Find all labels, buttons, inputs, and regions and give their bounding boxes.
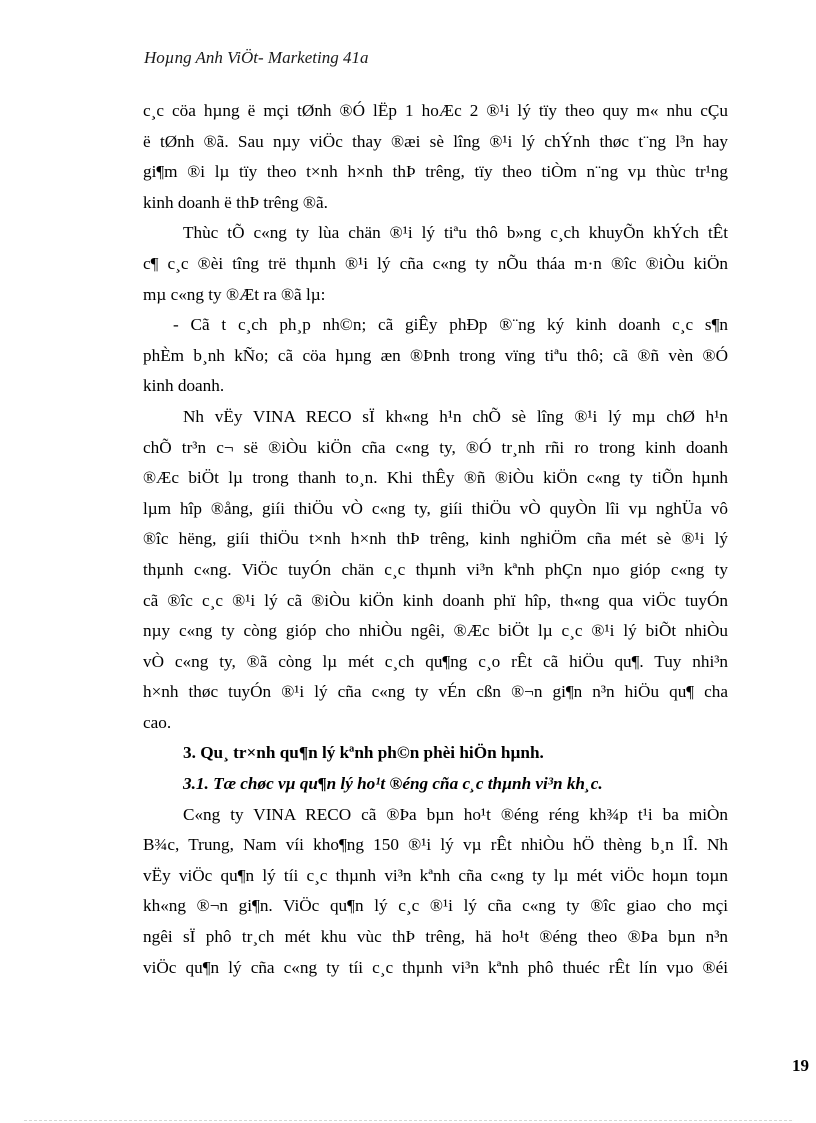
text-line: ®Æc biÖt lµ trong thanh to¸n. Khi thÊy ®ñ ®iÒu kiÖn c«ng ty tiÕn hµnh — [143, 468, 728, 488]
text-line: phÈm b¸nh kÑo; cã cöa hµng æn ®Þnh trong vïng tiªu thô; cã ®ñ vèn ®Ó — [143, 345, 728, 365]
text-line: h×nh thøc tuyÓn ®¹i lý cña c«ng ty vÉn cßn ®¬n gi¶n n³n hiÖu qu¶ cha — [143, 682, 728, 702]
text-line: gi¶m ®i lµ tïy theo t×nh h×nh thÞ trêng, tïy theo tiÒm n¨ng vµ thùc tr¹ng — [143, 162, 728, 182]
text-line: vÒ c«ng ty, ®ã còng lµ mét c¸ch qu¶ng c¸o rÊt cã hiÖu qu¶. Tuy nhi³n — [143, 651, 728, 671]
text-line: c¸c cöa hµng ë mçi tØnh ®Ó lËp 1 hoÆc 2 ®¹i lý tïy theo quy m« nhu cÇu — [143, 101, 728, 120]
body-text — [143, 96, 728, 983]
text-line: Nh vËy VINA RECO sÏ kh«ng h¹n chÕ sè lîng ®¹i lý mµ chØ h¹n — [183, 406, 728, 426]
page-number: 19 — [792, 1056, 809, 1075]
text-line: ®îc hëng, giíi thiÖu t×nh h×nh thÞ trêng, kinh nghiÖm cña mét sè ®¹i lý — [143, 529, 728, 549]
text-line: 3.1. Tæ chøc vµ qu¶n lý ho¹t ®éng cña c¸c thµnh vi³n kh¸c. — [183, 774, 603, 794]
text-line: Thùc tÕ c«ng ty lùa chän ®¹i lý tiªu thô b»ng c¸ch khuyÕn khÝch tÊt — [183, 223, 728, 243]
text-line: C«ng ty VINA RECO cã ®Þa bµn ho¹t ®éng réng kh¾p t¹i ba miÒn — [183, 804, 728, 824]
text-line: vËy viÖc qu¶n lý tíi c¸c thµnh vi³n kªnh cña c«ng ty lµ mét viÖc hoµn toµn — [143, 865, 728, 885]
text-line: thµnh c«ng. ViÖc tuyÓn chän c¸c thµnh vi³n kªnh phÇn nµo gióp c«ng ty — [143, 559, 728, 579]
text-line: - Cã t c¸ch ph¸p nh©n; cã giÊy phÐp ®¨ng ký kinh doanh c¸c s¶n — [173, 315, 728, 335]
text-line: kh«ng ®¬n gi¶n. ViÖc qu¶n lý c¸c ®¹i lý cña c«ng ty ®îc giao cho mçi — [143, 896, 728, 916]
text-line: kinh doanh. — [143, 376, 225, 396]
text-line: viÖc qu¶n lý cña c«ng ty tíi c¸c thµnh vi³n kªnh phô thuéc rÊt lín vµo ®éi — [143, 957, 728, 977]
text-line: cao. — [143, 712, 172, 732]
page-bottom-divider — [24, 1120, 792, 1121]
text-line: 3. Qu¸ tr×nh qu¶n lý kªnh ph©n phèi hiÖn hµnh. — [183, 743, 544, 763]
text-line: B¾c, Trung, Nam víi kho¶ng 150 ®¹i lý vµ rÊt nhiÒu hÖ thèng b¸n lÎ. Nh — [143, 835, 728, 855]
text-line: mµ c«ng ty ®Æt ra ®ã lµ: — [143, 284, 326, 304]
text-line: ngêi sÏ phô tr¸ch mét khu vùc thÞ trêng, hä ho¹t ®éng theo ®Þa bµn n³n — [143, 927, 728, 947]
text-line: lµm hîp ®ång, giíi thiÖu vÒ c«ng ty, giíi thiÖu vÒ quyÒn lîi vµ nghÜa vô — [143, 498, 728, 518]
running-header: Hoµng Anh ViÖt- Marketing 41a — [144, 48, 369, 67]
text-line: c¶ c¸c ®èi tîng trë thµnh ®¹i lý cña c«ng ty nÕu tháa m·n ®îc ®iÒu kiÖn — [143, 253, 728, 273]
text-line: ë tØnh ®ã. Sau nµy viÖc thay ®æi sè lîng ®¹i lý chÝnh thøc t¨ng l³n hay — [143, 131, 728, 151]
text-line: cã ®îc c¸c ®¹i lý cã ®iÒu kiÖn kinh doanh phï hîp, th«ng qua viÖc tuyÓn — [143, 590, 728, 610]
text-line: nµy c«ng ty còng gióp cho nhiÒu ngêi, ®Æc biÖt lµ c¸c ®¹i lý biÕt nhiÒu — [143, 621, 728, 641]
text-line: chÕ tr³n c¬ së ®iÒu kiÖn cña c«ng ty, ®Ó tr¸nh rñi ro trong kinh doanh — [143, 437, 728, 457]
text-line: kinh doanh ë thÞ trêng ®ã. — [143, 192, 328, 212]
